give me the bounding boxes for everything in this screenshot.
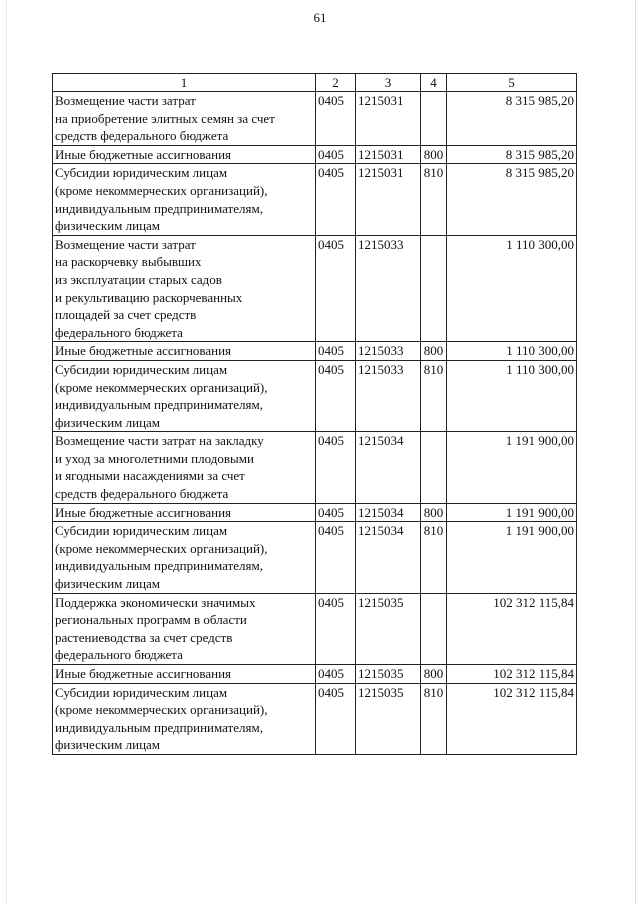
page-number: 61 [313, 10, 327, 25]
cell-amount: 8 315 985,20 [447, 92, 577, 146]
cell-section: 0405 [316, 593, 356, 664]
scan-edge-right [635, 0, 636, 905]
cell-expense-type [421, 593, 447, 664]
cell-expense-type: 810 [421, 683, 447, 754]
table-row [53, 665, 577, 684]
cell-amount: 1 110 300,00 [447, 235, 577, 342]
cell-name: Возмещение части затрат на закладку и уход за многолетними плодовыми и ягодными насаждениями за счет средств федерального бюджета [53, 432, 316, 503]
cell-section: 0405 [316, 503, 356, 522]
table-row [53, 503, 577, 522]
cell-section: 0405 [316, 342, 356, 361]
cell-expense-type [421, 235, 447, 342]
table-row [53, 342, 577, 361]
cell-expense-type: 810 [421, 164, 447, 235]
cell-name: Субсидии юридическим лицам (кроме некоммерческих организаций), индивидуальным предпринимателям, физическим лицам [53, 164, 316, 235]
cell-target-article: 1215034 [356, 432, 421, 503]
cell-target-article: 1215031 [356, 92, 421, 146]
table-header-row [53, 74, 577, 92]
table-body [53, 92, 577, 755]
cell-expense-type: 810 [421, 360, 447, 431]
cell-target-article: 1215033 [356, 342, 421, 361]
header-col-1: 1 [53, 74, 316, 92]
cell-name: Субсидии юридическим лицам (кроме некоммерческих организаций), индивидуальным предпринимателям, физическим лицам [53, 522, 316, 593]
cell-amount: 1 110 300,00 [447, 360, 577, 431]
table-row [53, 683, 577, 754]
cell-name: Иные бюджетные ассигнования [53, 342, 316, 361]
table-row [53, 235, 577, 342]
cell-expense-type: 800 [421, 145, 447, 164]
cell-target-article: 1215034 [356, 522, 421, 593]
cell-name: Субсидии юридическим лицам (кроме некоммерческих организаций), индивидуальным предпринимателям, физическим лицам [53, 360, 316, 431]
cell-target-article: 1215034 [356, 503, 421, 522]
cell-amount: 1 110 300,00 [447, 342, 577, 361]
cell-expense-type: 800 [421, 503, 447, 522]
cell-amount: 1 191 900,00 [447, 432, 577, 503]
cell-section: 0405 [316, 665, 356, 684]
cell-target-article: 1215033 [356, 235, 421, 342]
cell-section: 0405 [316, 164, 356, 235]
table-row [53, 593, 577, 664]
cell-section: 0405 [316, 360, 356, 431]
cell-amount: 1 191 900,00 [447, 522, 577, 593]
cell-name: Иные бюджетные ассигнования [53, 665, 316, 684]
scan-edge-left [6, 0, 7, 905]
cell-target-article: 1215035 [356, 665, 421, 684]
cell-expense-type: 810 [421, 522, 447, 593]
cell-target-article: 1215035 [356, 683, 421, 754]
cell-name: Возмещение части затрат на раскорчевку выбывших из эксплуатации старых садов и рекультивацию раскорчеванных площадей за счет средств федерального бюджета [53, 235, 316, 342]
cell-target-article: 1215031 [356, 164, 421, 235]
table-row [53, 432, 577, 503]
table-row [53, 164, 577, 235]
header-col-2: 2 [316, 74, 356, 92]
cell-section: 0405 [316, 522, 356, 593]
header-col-4: 4 [421, 74, 447, 92]
cell-target-article: 1215033 [356, 360, 421, 431]
cell-expense-type [421, 92, 447, 146]
cell-amount: 102 312 115,84 [447, 665, 577, 684]
cell-amount: 102 312 115,84 [447, 683, 577, 754]
cell-section: 0405 [316, 92, 356, 146]
table-row [53, 145, 577, 164]
cell-expense-type: 800 [421, 665, 447, 684]
cell-section: 0405 [316, 683, 356, 754]
cell-expense-type: 800 [421, 342, 447, 361]
cell-amount: 102 312 115,84 [447, 593, 577, 664]
cell-name: Иные бюджетные ассигнования [53, 503, 316, 522]
cell-amount: 8 315 985,20 [447, 164, 577, 235]
cell-expense-type [421, 432, 447, 503]
cell-amount: 1 191 900,00 [447, 503, 577, 522]
cell-section: 0405 [316, 235, 356, 342]
header-col-3: 3 [356, 74, 421, 92]
header-col-5: 5 [447, 74, 577, 92]
cell-name: Иные бюджетные ассигнования [53, 145, 316, 164]
table-row [53, 92, 577, 146]
cell-name: Возмещение части затрат на приобретение элитных семян за счет средств федерального бюджета [53, 92, 316, 146]
budget-table [52, 73, 577, 755]
cell-target-article: 1215035 [356, 593, 421, 664]
table-row [53, 522, 577, 593]
cell-target-article: 1215031 [356, 145, 421, 164]
table-row [53, 360, 577, 431]
cell-amount: 8 315 985,20 [447, 145, 577, 164]
cell-section: 0405 [316, 432, 356, 503]
cell-name: Поддержка экономически значимых региональных программ в области растениеводства за счет средств федерального бюджета [53, 593, 316, 664]
cell-section: 0405 [316, 145, 356, 164]
cell-name: Субсидии юридическим лицам (кроме некоммерческих организаций), индивидуальным предпринимателям, физическим лицам [53, 683, 316, 754]
